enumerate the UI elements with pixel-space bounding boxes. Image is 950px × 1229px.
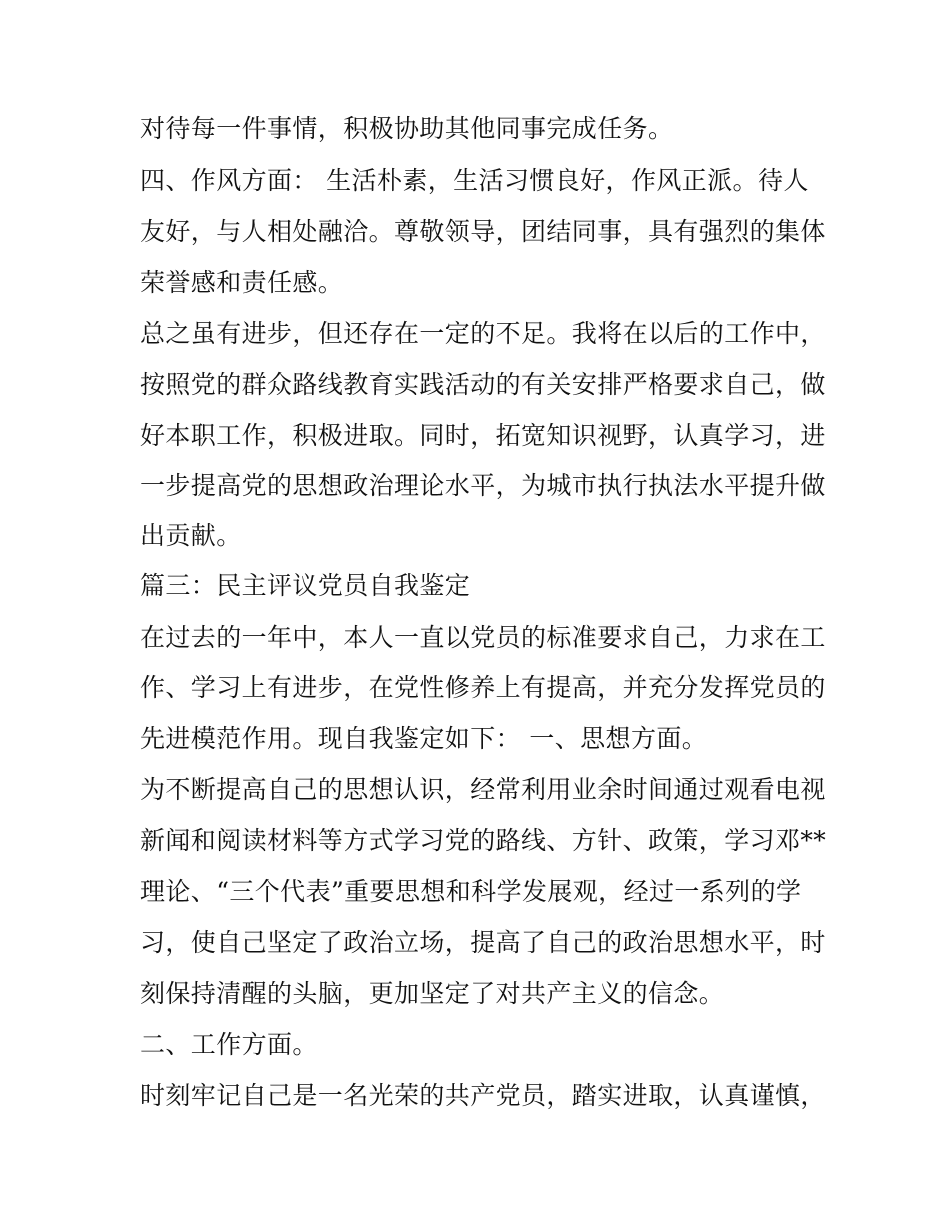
subsection-heading: 二、工作方面。 [140, 1030, 318, 1059]
paragraph-line: 作、学习上有进步，在党性修养上有提高，并充分发挥党员的 [140, 673, 826, 702]
paragraph-line: 好本职工作，积极进取。同时，拓宽知识视野，认真学习，进 [140, 421, 826, 450]
paragraph-line: 刻保持清醒的头脑，更加坚定了对共产主义的信念。 [140, 979, 725, 1008]
paragraph-line: 习，使自己坚定了政治立场，提高了自己的政治思想水平，时 [140, 928, 826, 957]
paragraph-line: 友好，与人相处融洽。尊敬领导，团结同事，具有强烈的集体 [140, 217, 826, 246]
paragraph-line: 荣誉感和责任感。 [140, 268, 344, 297]
paragraph-line: 新闻和阅读材料等方式学习党的路线、方针、政策，学习邓** [140, 826, 827, 855]
paragraph-line: 按照党的群众路线教育实践活动的有关安排严格要求自己，做 [140, 370, 826, 399]
paragraph-line: 出贡献。 [140, 521, 242, 550]
paragraph-line: 在过去的一年中，本人一直以党员的标准要求自己，力求在工 [140, 623, 826, 652]
paragraph-line: 一步提高党的思想政治理论水平，为城市执行执法水平提升做 [140, 471, 826, 500]
paragraph-line: 理论、“三个代表”重要思想和科学发展观，经过一系列的学 [140, 877, 802, 906]
paragraph-line: 为不断提高自己的思想认识，经常利用业余时间通过观看电视 [140, 775, 826, 804]
paragraph-line: 对待每一件事情，积极协助其他同事完成任务。 [140, 114, 674, 143]
paragraph-line: 总之虽有进步，但还存在一定的不足。我将在以后的工作中， [140, 319, 826, 348]
paragraph-line: 四、作风方面： 生活朴素，生活习惯良好，作风正派。待人 [140, 166, 809, 195]
paragraph-line: 时刻牢记自己是一名光荣的共产党员，踏实进取，认真谨慎， [140, 1081, 826, 1110]
paragraph-line: 先进模范作用。现自我鉴定如下： 一、思想方面。 [140, 724, 708, 753]
section-heading: 篇三：民主评议党员自我鉴定 [140, 571, 471, 600]
